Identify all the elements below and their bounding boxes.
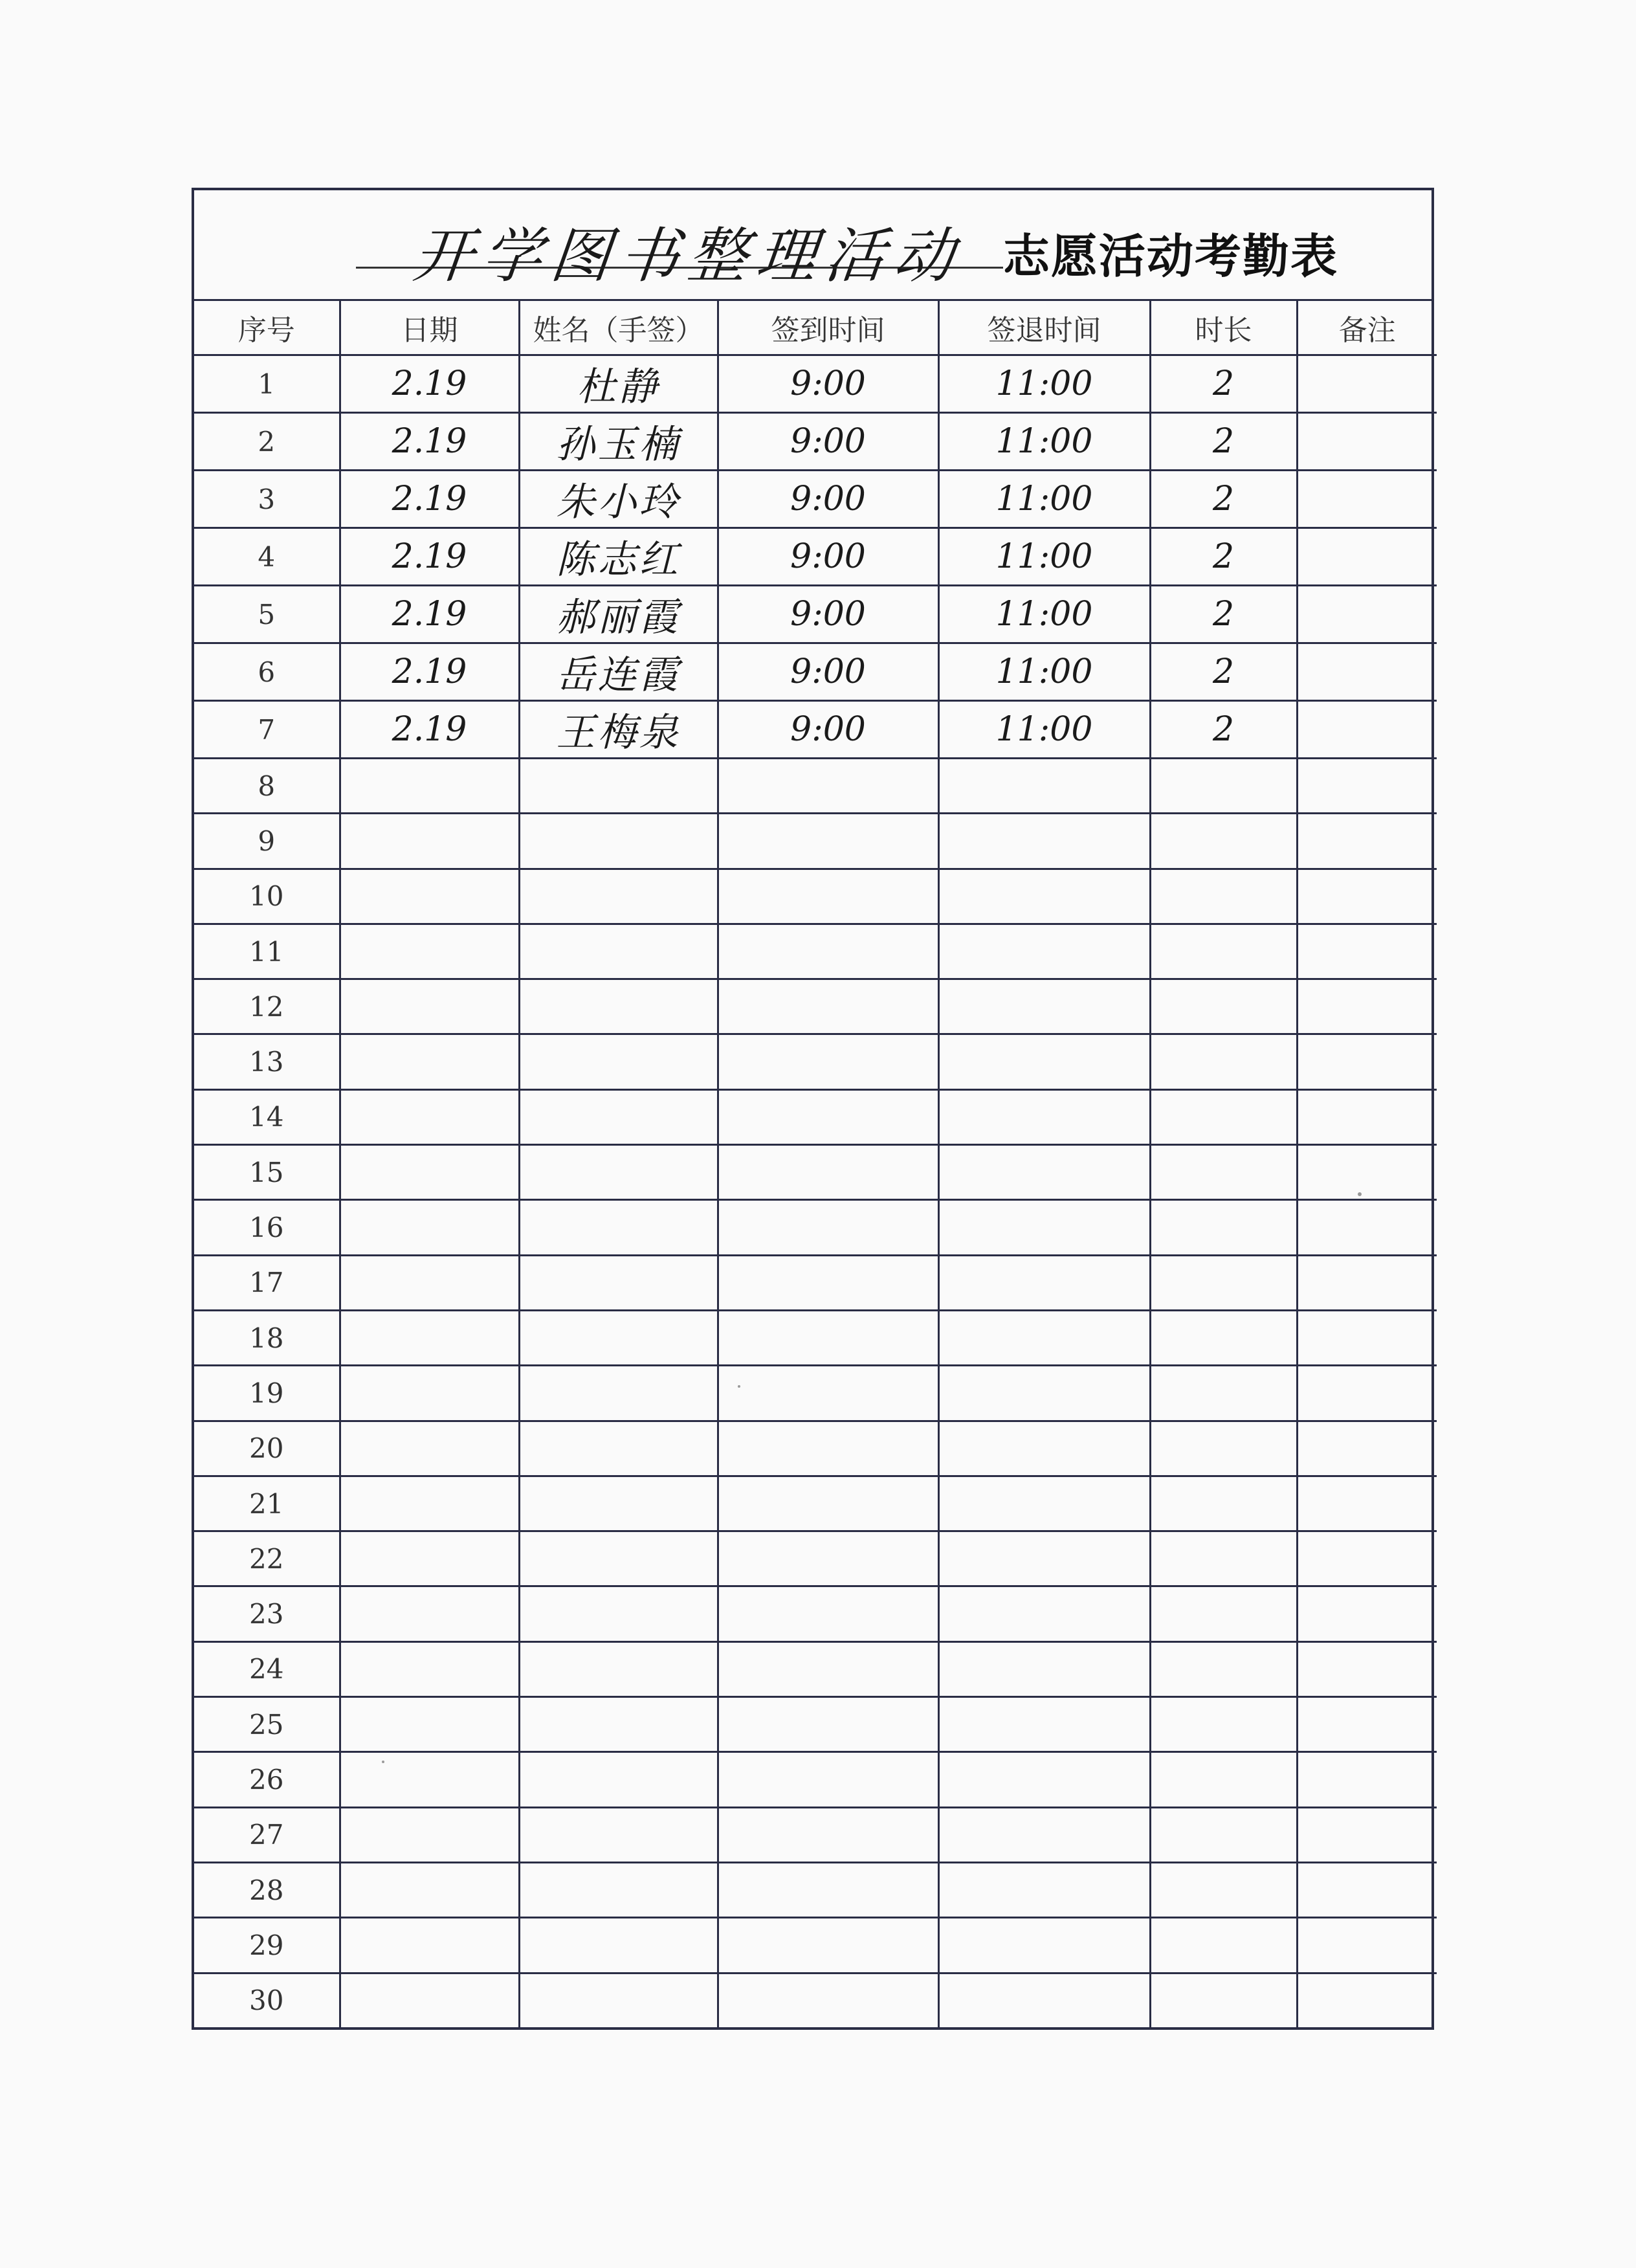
note-cell <box>1297 1310 1437 1365</box>
date-cell <box>340 1752 519 1807</box>
sign-in-time-cell <box>718 869 938 924</box>
table-row <box>194 1918 1437 1973</box>
date-cell <box>340 1697 519 1752</box>
sign-in-time-cell <box>718 924 938 979</box>
row-number: 8 <box>194 759 340 814</box>
date-cell <box>340 1310 519 1365</box>
row-number: 27 <box>194 1807 340 1862</box>
row-number: 3 <box>194 471 340 528</box>
signature-cell: 岳连霞 <box>519 643 718 701</box>
date-cell <box>340 1366 519 1421</box>
row-number: 15 <box>194 1145 340 1200</box>
sign-in-time-cell <box>718 979 938 1034</box>
hours-cell <box>1150 1145 1297 1200</box>
signature-cell <box>519 1145 718 1200</box>
hours-cell <box>1150 759 1297 814</box>
hours-cell: 2 <box>1150 701 1297 759</box>
sign-out-time-cell <box>938 869 1150 924</box>
sign-out-time-cell: 11:00 <box>938 586 1150 643</box>
note-cell <box>1297 1200 1437 1255</box>
sign-in-time-cell: 9:00 <box>718 355 938 413</box>
sign-in-time-cell: 9:00 <box>718 701 938 759</box>
row-number: 23 <box>194 1586 340 1641</box>
table-row <box>194 1421 1437 1476</box>
hours-cell <box>1150 1531 1297 1586</box>
sign-in-time-cell <box>718 1697 938 1752</box>
sign-out-time-cell <box>938 1200 1150 1255</box>
sign-in-time-cell <box>718 814 938 869</box>
date-cell <box>340 1807 519 1862</box>
sign-in-time-cell <box>718 1421 938 1476</box>
note-cell <box>1297 1641 1437 1696</box>
signature-cell <box>519 1034 718 1089</box>
table-row <box>194 355 1437 413</box>
table-row <box>194 1807 1437 1862</box>
hours-cell <box>1150 1752 1297 1807</box>
table-row <box>194 924 1437 979</box>
scan-speck <box>738 1385 740 1388</box>
sign-out-time-cell <box>938 1089 1150 1144</box>
row-number: 13 <box>194 1034 340 1089</box>
sign-out-time-cell <box>938 1421 1150 1476</box>
table-row <box>194 1752 1437 1807</box>
hours-cell <box>1150 1366 1297 1421</box>
note-cell <box>1297 1034 1437 1089</box>
date-cell <box>340 1421 519 1476</box>
row-number: 4 <box>194 528 340 586</box>
hours-cell <box>1150 1476 1297 1531</box>
table-row <box>194 759 1437 814</box>
table-row <box>194 979 1437 1034</box>
note-cell <box>1297 643 1437 701</box>
signature-cell <box>519 1200 718 1255</box>
date-cell <box>340 1641 519 1696</box>
row-number: 11 <box>194 924 340 979</box>
sign-in-time-cell: 9:00 <box>718 586 938 643</box>
sign-in-time-cell: 9:00 <box>718 528 938 586</box>
hours-cell <box>1150 1200 1297 1255</box>
col-header-sign-in: 签到时间 <box>718 301 938 355</box>
sign-in-time-cell <box>718 1310 938 1365</box>
signature-cell <box>519 924 718 979</box>
sign-out-time-cell: 11:00 <box>938 355 1150 413</box>
hours-cell <box>1150 1697 1297 1752</box>
sign-out-time-cell: 11:00 <box>938 471 1150 528</box>
sign-in-time-cell <box>718 1034 938 1089</box>
hours-cell <box>1150 979 1297 1034</box>
table-row <box>194 528 1437 586</box>
row-number: 17 <box>194 1255 340 1310</box>
note-cell <box>1297 1973 1437 2027</box>
table-row <box>194 1476 1437 1531</box>
table-row <box>194 1255 1437 1310</box>
row-number: 1 <box>194 355 340 413</box>
table-row <box>194 471 1437 528</box>
sign-out-time-cell <box>938 814 1150 869</box>
sign-out-time-cell <box>938 1531 1150 1586</box>
row-number: 26 <box>194 1752 340 1807</box>
sign-out-time-cell: 11:00 <box>938 701 1150 759</box>
signature-cell <box>519 1421 718 1476</box>
note-cell <box>1297 1531 1437 1586</box>
table-row <box>194 1089 1437 1144</box>
sign-in-time-cell <box>718 1476 938 1531</box>
hours-cell <box>1150 1421 1297 1476</box>
note-cell <box>1297 1697 1437 1752</box>
sign-in-time-cell <box>718 1586 938 1641</box>
row-number: 20 <box>194 1421 340 1476</box>
note-cell <box>1297 586 1437 643</box>
row-number: 30 <box>194 1973 340 2027</box>
note-cell <box>1297 979 1437 1034</box>
sign-in-time-cell <box>718 1807 938 1862</box>
row-number: 24 <box>194 1641 340 1696</box>
hours-cell <box>1150 1807 1297 1862</box>
date-cell <box>340 1973 519 2027</box>
sign-out-time-cell <box>938 1310 1150 1365</box>
title-row <box>194 190 1432 301</box>
note-cell <box>1297 814 1437 869</box>
note-cell <box>1297 869 1437 924</box>
signature-cell <box>519 1476 718 1531</box>
table-row <box>194 643 1437 701</box>
row-number: 19 <box>194 1366 340 1421</box>
row-number: 10 <box>194 869 340 924</box>
note-cell <box>1297 924 1437 979</box>
table-row <box>194 586 1437 643</box>
sign-in-time-cell <box>718 1862 938 1917</box>
table-row <box>194 1310 1437 1365</box>
hours-cell: 2 <box>1150 471 1297 528</box>
handwritten-activity-title: 开学图书整理活动 <box>410 221 966 291</box>
note-cell <box>1297 1476 1437 1531</box>
note-cell <box>1297 1089 1437 1144</box>
date-cell <box>340 924 519 979</box>
note-cell <box>1297 413 1437 471</box>
date-cell: 2.19 <box>340 471 519 528</box>
note-cell <box>1297 1862 1437 1917</box>
sign-out-time-cell <box>938 1145 1150 1200</box>
row-number: 6 <box>194 643 340 701</box>
col-header-name: 姓名（手签） <box>519 301 718 355</box>
sign-in-time-cell <box>718 1200 938 1255</box>
table-row <box>194 1641 1437 1696</box>
sign-out-time-cell <box>938 979 1150 1034</box>
date-cell <box>340 1531 519 1586</box>
date-cell: 2.19 <box>340 355 519 413</box>
scan-speck <box>1358 1192 1362 1196</box>
signature-cell: 孙玉楠 <box>519 413 718 471</box>
hours-cell: 2 <box>1150 413 1297 471</box>
date-cell <box>340 1476 519 1531</box>
table-row <box>194 1531 1437 1586</box>
sign-out-time-cell: 11:00 <box>938 528 1150 586</box>
col-header-hours: 时长 <box>1150 301 1297 355</box>
signature-cell <box>519 1697 718 1752</box>
sign-in-time-cell <box>718 1366 938 1421</box>
col-header-note: 备注 <box>1297 301 1437 355</box>
signature-cell <box>519 1310 718 1365</box>
table-row <box>194 1034 1437 1089</box>
note-cell <box>1297 528 1437 586</box>
hours-cell <box>1150 1586 1297 1641</box>
date-cell <box>340 814 519 869</box>
table-body <box>194 355 1437 2027</box>
sign-out-time-cell <box>938 1752 1150 1807</box>
sign-out-time-cell <box>938 1366 1150 1421</box>
date-cell <box>340 869 519 924</box>
attendance-table <box>194 301 1437 2027</box>
sign-in-time-cell <box>718 1089 938 1144</box>
note-cell <box>1297 701 1437 759</box>
row-number: 21 <box>194 1476 340 1531</box>
date-cell <box>340 1255 519 1310</box>
row-number: 9 <box>194 814 340 869</box>
row-number: 7 <box>194 701 340 759</box>
hours-cell <box>1150 1862 1297 1917</box>
hours-cell <box>1150 924 1297 979</box>
sign-out-time-cell <box>938 1918 1150 1973</box>
row-number: 2 <box>194 413 340 471</box>
row-number: 25 <box>194 1697 340 1752</box>
table-row <box>194 869 1437 924</box>
sign-out-time-cell <box>938 759 1150 814</box>
signature-cell <box>519 869 718 924</box>
note-cell <box>1297 1145 1437 1200</box>
table-row <box>194 701 1437 759</box>
date-cell: 2.19 <box>340 701 519 759</box>
hours-cell: 2 <box>1150 528 1297 586</box>
signature-cell <box>519 1807 718 1862</box>
date-cell <box>340 1200 519 1255</box>
signature-cell: 陈志红 <box>519 528 718 586</box>
table-row <box>194 1145 1437 1200</box>
sign-out-time-cell <box>938 1807 1150 1862</box>
date-cell <box>340 1145 519 1200</box>
sign-out-time-cell <box>938 1034 1150 1089</box>
sign-out-time-cell <box>938 1641 1150 1696</box>
signature-cell <box>519 1918 718 1973</box>
sign-out-time-cell <box>938 1862 1150 1917</box>
table-row <box>194 1862 1437 1917</box>
row-number: 18 <box>194 1310 340 1365</box>
sign-in-time-cell <box>718 1918 938 1973</box>
signature-cell <box>519 1641 718 1696</box>
table-row <box>194 1973 1437 2027</box>
date-cell <box>340 1586 519 1641</box>
date-cell <box>340 979 519 1034</box>
signature-cell <box>519 1089 718 1144</box>
signature-cell <box>519 1531 718 1586</box>
attendance-sheet <box>192 188 1434 2030</box>
col-header-seq: 序号 <box>194 301 340 355</box>
sign-out-time-cell <box>938 1973 1150 2027</box>
date-cell <box>340 1089 519 1144</box>
note-cell <box>1297 1255 1437 1310</box>
note-cell <box>1297 355 1437 413</box>
header-row <box>194 301 1437 355</box>
hours-cell <box>1150 1641 1297 1696</box>
sign-in-time-cell: 9:00 <box>718 413 938 471</box>
sign-in-time-cell: 9:00 <box>718 643 938 701</box>
col-header-sign-out: 签退时间 <box>938 301 1150 355</box>
signature-cell <box>519 1862 718 1917</box>
row-number: 29 <box>194 1918 340 1973</box>
signature-cell <box>519 1366 718 1421</box>
sign-in-time-cell <box>718 1531 938 1586</box>
sign-in-time-cell <box>718 1973 938 2027</box>
hours-cell <box>1150 1310 1297 1365</box>
signature-cell: 王梅泉 <box>519 701 718 759</box>
sign-out-time-cell <box>938 924 1150 979</box>
row-number: 12 <box>194 979 340 1034</box>
hours-cell <box>1150 814 1297 869</box>
signature-cell <box>519 1255 718 1310</box>
sign-out-time-cell <box>938 1586 1150 1641</box>
table-row <box>194 1200 1437 1255</box>
date-cell: 2.19 <box>340 413 519 471</box>
signature-cell: 朱小玲 <box>519 471 718 528</box>
table-row <box>194 1366 1437 1421</box>
scan-speck <box>382 1761 384 1763</box>
signature-cell <box>519 1752 718 1807</box>
sign-in-time-cell <box>718 1752 938 1807</box>
signature-cell: 杜静 <box>519 355 718 413</box>
date-cell <box>340 1034 519 1089</box>
sign-out-time-cell <box>938 1255 1150 1310</box>
row-number: 5 <box>194 586 340 643</box>
hours-cell <box>1150 869 1297 924</box>
table-row <box>194 413 1437 471</box>
row-number: 28 <box>194 1862 340 1917</box>
sign-in-time-cell <box>718 1641 938 1696</box>
signature-cell <box>519 979 718 1034</box>
note-cell <box>1297 1421 1437 1476</box>
signature-cell <box>519 759 718 814</box>
signature-cell <box>519 814 718 869</box>
hours-cell <box>1150 1089 1297 1144</box>
date-cell <box>340 759 519 814</box>
hours-cell <box>1150 1034 1297 1089</box>
hours-cell: 2 <box>1150 586 1297 643</box>
form-title: 志愿活动考勤表 <box>1003 229 1339 284</box>
date-cell: 2.19 <box>340 528 519 586</box>
sign-out-time-cell: 11:00 <box>938 643 1150 701</box>
sign-out-time-cell <box>938 1697 1150 1752</box>
date-cell: 2.19 <box>340 586 519 643</box>
sign-out-time-cell: 11:00 <box>938 413 1150 471</box>
col-header-date: 日期 <box>340 301 519 355</box>
note-cell <box>1297 1918 1437 1973</box>
hours-cell <box>1150 1973 1297 2027</box>
note-cell <box>1297 1752 1437 1807</box>
row-number: 22 <box>194 1531 340 1586</box>
date-cell <box>340 1862 519 1917</box>
note-cell <box>1297 759 1437 814</box>
sign-in-time-cell: 9:00 <box>718 471 938 528</box>
table-row <box>194 1586 1437 1641</box>
sign-out-time-cell <box>938 1476 1150 1531</box>
table-row <box>194 1697 1437 1752</box>
sign-in-time-cell <box>718 1145 938 1200</box>
note-cell <box>1297 1586 1437 1641</box>
signature-cell: 郝丽霞 <box>519 586 718 643</box>
signature-cell <box>519 1586 718 1641</box>
note-cell <box>1297 1807 1437 1862</box>
signature-cell <box>519 1973 718 2027</box>
table-row <box>194 814 1437 869</box>
sign-in-time-cell <box>718 759 938 814</box>
hours-cell: 2 <box>1150 643 1297 701</box>
note-cell <box>1297 471 1437 528</box>
hours-cell <box>1150 1255 1297 1310</box>
note-cell <box>1297 1366 1437 1421</box>
row-number: 16 <box>194 1200 340 1255</box>
row-number: 14 <box>194 1089 340 1144</box>
hours-cell: 2 <box>1150 355 1297 413</box>
hours-cell <box>1150 1918 1297 1973</box>
date-cell <box>340 1918 519 1973</box>
date-cell: 2.19 <box>340 643 519 701</box>
sign-in-time-cell <box>718 1255 938 1310</box>
